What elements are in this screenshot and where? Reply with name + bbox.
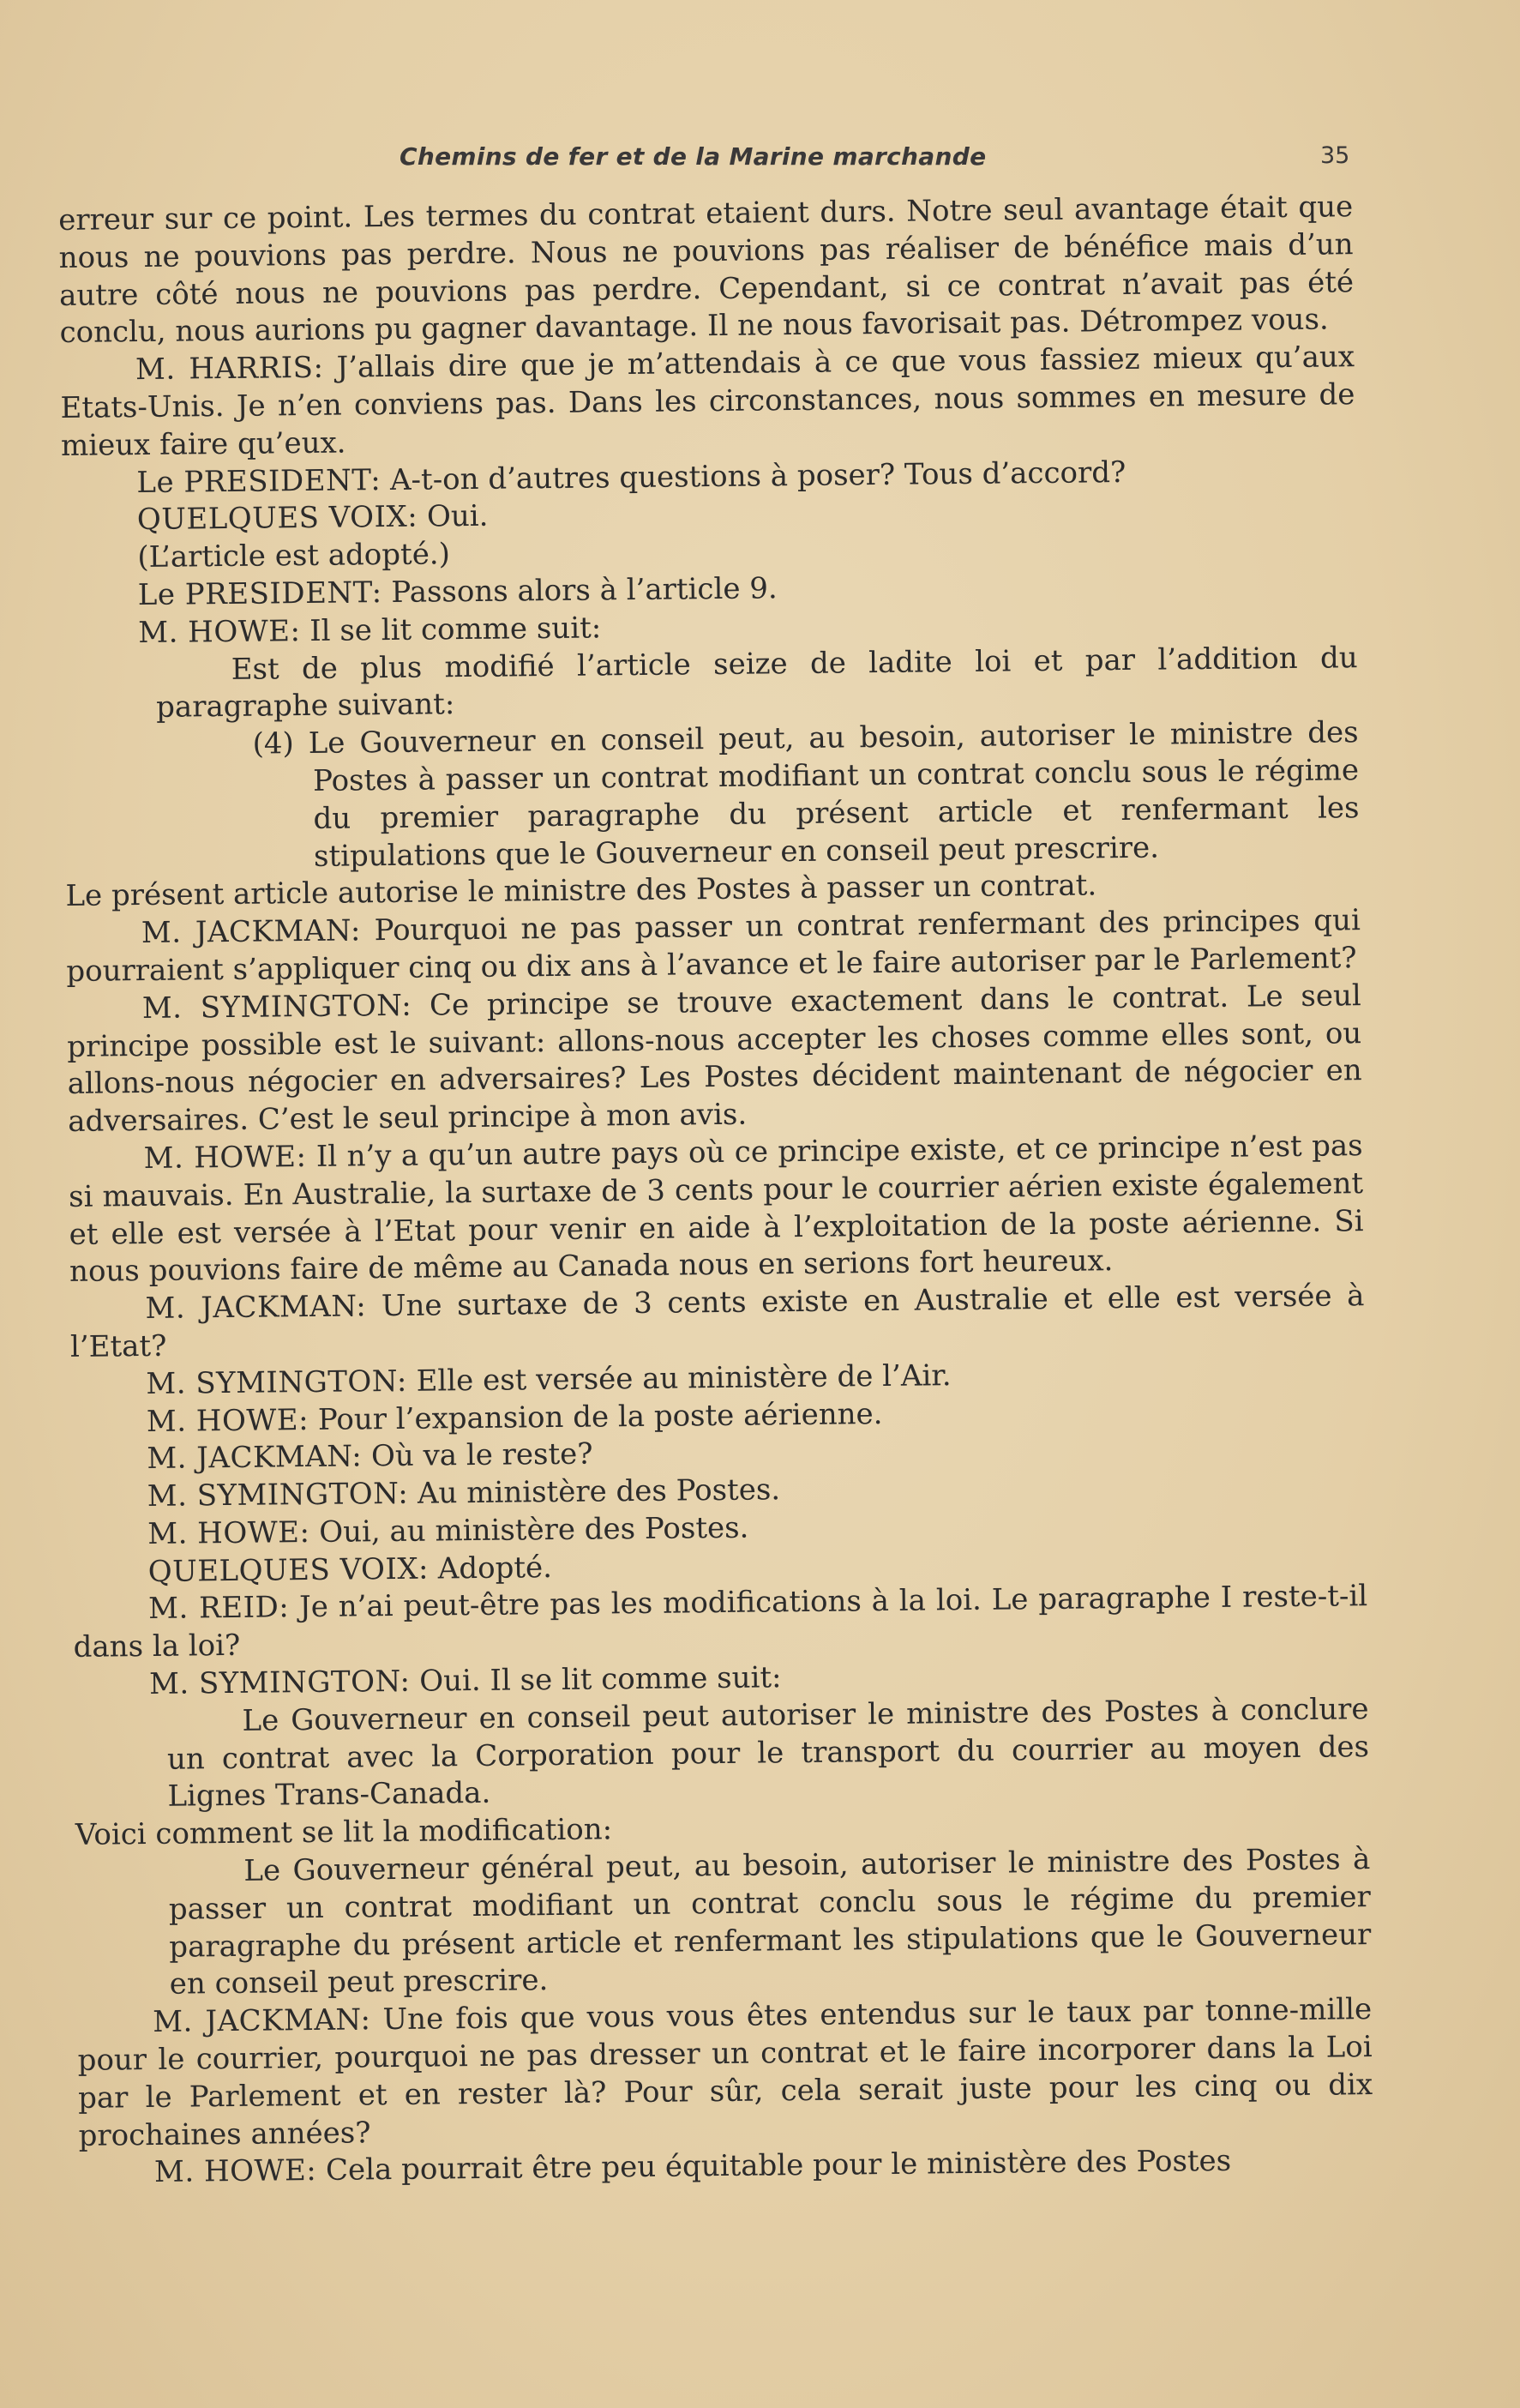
paragraph-text: Au ministère des Postes. <box>407 1472 781 1511</box>
paragraph <box>168 1841 1372 2004</box>
speaker-name: M. JACKMAN: <box>153 2002 371 2040</box>
paragraph <box>66 902 1361 990</box>
speaker-name: Le PRESIDENT: <box>137 575 382 613</box>
paragraph-text: Cela pourrait être peu équitable pour le ministère des Postes <box>316 2144 1232 2188</box>
speaker-name: M. HARRIS: <box>135 350 324 388</box>
paragraph-text: Il se lit comme suit: <box>300 611 602 648</box>
speaker-name: M. SYMINGTON: <box>146 1364 408 1401</box>
paragraph-text: Passons alors à l’article 9. <box>382 571 778 611</box>
speaker-name: M. SYMINGTON: <box>147 1476 409 1514</box>
paragraph-text: Adopté. <box>428 1550 553 1586</box>
speaker-name: M. HOWE: <box>146 1402 309 1439</box>
paragraph-text: Pourquoi ne pas passer un contrat renfermant des principes qui pourraient s’appliquer cinq ou dix ans à l’avance et le faire autoriser par le Parlement? <box>66 903 1361 989</box>
paragraph-text: Est de plus modifié l’article seize de ladite loi et par l’addition du paragraphe suivant: <box>155 640 1358 725</box>
speaker-name: M. REID: <box>147 1590 290 1627</box>
paragraph-text: (L’article est adopté.) <box>137 537 451 575</box>
paragraph <box>69 1278 1365 1366</box>
speaker-name: M. HOWE: <box>143 1139 307 1176</box>
paragraph <box>67 978 1363 1141</box>
running-title: Chemins de fer et de la Marine marchande <box>400 142 987 171</box>
paragraph-text: Une fois que vous vous êtes entendus sur le taux par tonne-mille pour le courrier, pourquoi ne pas dresser un contrat et le faire incorporer dans la Loi par le Parlement et en rester là? Pour sûr, cela serait juste pour les cinq ou dix prochaines années? <box>77 1992 1373 2153</box>
page-number: 35 <box>1320 142 1350 169</box>
paragraph <box>252 714 1360 876</box>
speaker-name: M. JACKMAN: <box>147 1439 363 1477</box>
speaker-name: M. HOWE: <box>138 613 301 650</box>
speaker-name: M. SYMINGTON: <box>148 1664 411 1702</box>
paragraph-text: Le Gouverneur général peut, au besoin, autoriser le ministre des Postes à passer un contrat modifiant un contrat conclu sous le régime du premier paragraphe du présent article et renfermant les stipulations que le Gouverneur en conseil peut prescrire. <box>168 1842 1372 2002</box>
speaker-name: QUELQUES VOIX: <box>147 1551 430 1589</box>
paragraph-text: Où va le reste? <box>362 1436 593 1474</box>
speaker-name: M. JACKMAN: <box>141 913 361 951</box>
speaker-name: M. JACKMAN: <box>145 1289 367 1327</box>
speaker-name: Le PRESIDENT: <box>136 462 382 500</box>
page-header <box>0 142 1520 180</box>
paragraph-text: J’allais dire que je m’attendais à ce que vous fassiez mieux qu’aux Etats-Unis. Je n’en conviens pas. Dans les circonstances, nous sommes en mesure de mieux faire qu’eux. <box>60 340 1355 463</box>
paragraph-text: Oui, au ministère des Postes. <box>309 1510 749 1550</box>
paragraph-text: Le présent article autorise le ministre des Postes à passer un contrat. <box>65 868 1097 914</box>
paragraph-text: Elle est versée au ministère de l’Air. <box>406 1358 952 1399</box>
speaker-name: M. HOWE: <box>147 1514 310 1551</box>
paragraph <box>60 339 1355 465</box>
paragraph-text: erreur sur ce point. Les termes du contrat etaient durs. Notre seul avantage était que nous ne pouvions pas perdre. Nous ne pouvions pas réaliser de bénéfice mais d’un autre côté nous ne pouvions pas perdre. Cependant, si ce contrat n’avait pas été conclu, nous aurions pu gagner davantage. Il ne nous favorisait pas. Détrompez vous. <box>58 190 1355 351</box>
paragraph-text: Il n’y a qu’un autre pays où ce principe existe, et ce principe n’est pas si mauvais. En Australie, la surtaxe de 3 cents pour le courrier aérien existe également et elle est versée à l’Etat pour venir en aide à l’exploitation de la poste aérienne. Si nous pouvions faire de même au Canada nous en serions fort heureux. <box>68 1129 1364 1290</box>
paragraph <box>73 1579 1368 1667</box>
paragraph-text: Une surtaxe de 3 cents existe en Australie et elle est versée à l’Etat? <box>69 1279 1365 1364</box>
paragraph-text: A-t-on d’autres questions à poser? Tous d’accord? <box>380 455 1126 497</box>
paragraph-text: (4) Le Gouverneur en conseil peut, au besoin, autoriser le ministre des Postes à passer un contrat modifiant un contrat conclu sous le régime du premier paragraphe du présent article et renfermant les stipulations que le Gouverneur en conseil peut prescrire. <box>252 715 1360 874</box>
paragraph <box>68 1128 1364 1291</box>
paragraph-text: Voici comment se lit la modification: <box>75 1812 613 1853</box>
paragraph <box>155 640 1358 727</box>
paragraph <box>58 189 1355 352</box>
paragraph <box>166 1691 1369 1816</box>
paragraph-text: Oui. Il se lit comme suit: <box>410 1660 782 1699</box>
paragraph-text: Oui. <box>417 499 489 535</box>
document-body <box>58 189 1373 2193</box>
paragraph <box>77 1991 1373 2155</box>
speaker-name: M. SYMINGTON: <box>141 988 412 1026</box>
paragraph-text: Ce principe se trouve exactement dans le contrat. Le seul principe possible est le suivant: allons-nous accepter les choses comme elles sont, ou allons-nous négocier en adversaires? Les Postes décident maintenant de négocier en adversaires. C’est le seul principe à mon avis. <box>67 978 1362 1140</box>
speaker-name: M. HOWE: <box>153 2153 317 2190</box>
paragraph-text: Pour l’expansion de la poste aérienne. <box>308 1396 883 1437</box>
speaker-name: QUELQUES VOIX: <box>136 500 418 538</box>
paragraph-text: Je n’ai peut-être pas les modifications à la loi. Le paragraphe I reste-t-il dans la loi? <box>73 1579 1368 1665</box>
paragraph-text: Le Gouverneur en conseil peut autoriser le ministre des Postes à conclure un contrat avec la Corporation pour le transport du courrier au moyen des Lignes Trans-Canada. <box>166 1691 1370 1815</box>
